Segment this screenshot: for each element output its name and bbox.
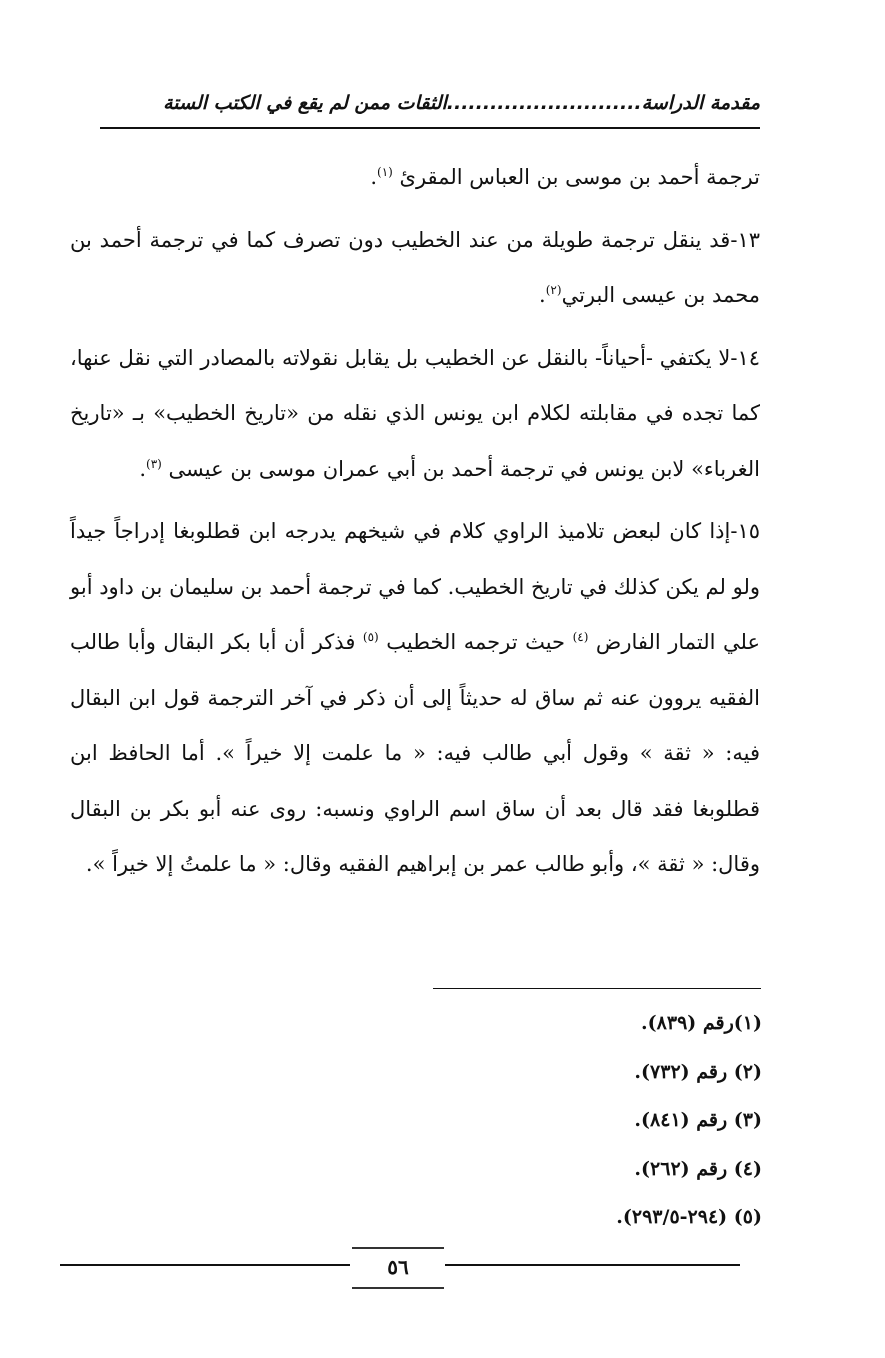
footnote-marker: (٥) <box>362 630 379 644</box>
main-text <box>70 150 760 893</box>
footnotes <box>300 999 762 1242</box>
footnote-4: (٤) رقم (٢٦٢). <box>634 1157 762 1180</box>
footer-rule-left <box>60 1264 350 1266</box>
footnote-marker: (٤) <box>572 630 589 644</box>
paragraph-text: . <box>139 456 147 481</box>
header-rule <box>100 127 760 129</box>
paragraph-text: . <box>539 283 546 307</box>
paragraph <box>70 331 760 498</box>
paragraph-text: فذكر أن أبا بكر البقال وأبا طالب الفقيه يروون عنه ثم ساق له حديثاً إلى أن ذكر في آخر الترجمة قول ابن البقال فيه: « ثقة » وقول أبي طالب فيه: « ما علمت إلا خيراً ». أما الحافظ ابن قطلوبغا فقد قال بعد أن ساق اسم الراوي ونسبه: روى عنه أبو بكر بن البقال وقال: « ثقة »، وأبو طالب عمر بن إبراهيم الفقيه وقال: « ما علمتُ إلا خيراً ». <box>70 630 760 876</box>
paragraph-text: ترجمة أحمد بن موسى بن العباس المقرئ <box>392 165 760 189</box>
page-number: ٥٦ <box>352 1247 444 1289</box>
header-chapter-title: الثقات ممن لم يقع في الكتب الستة <box>163 92 447 114</box>
header-book-title: مقدمة الدراسة <box>641 92 760 114</box>
footnote-3: (٣) رقم (٨٤١). <box>634 1109 762 1131</box>
footnote-marker: (١) <box>377 165 393 179</box>
running-header <box>100 92 760 114</box>
footnote-separator <box>433 988 761 989</box>
paragraph-text: ١٥-إذا كان لبعض تلاميذ الراوي كلام في شيخهم يدرجه ابن قطلوبغا إدراجاً جيداً ولو لم يكن كذلك في تاريخ الخطيب. كما في ترجمة أحمد بن سليمان بن داود أبو علي التمار الفارض <box>70 519 761 654</box>
paragraph-text: . <box>370 165 378 189</box>
paragraph <box>70 504 760 893</box>
footnote-1: (١)رقم (٨٣٩). <box>641 1012 762 1034</box>
footnote-marker: (٢) <box>545 283 562 297</box>
paragraph-text: ١٣-قد ينقل ترجمة طويلة من عند الخطيب دون تصرف كما في ترجمة أحمد بن محمد بن عيسى البرتي <box>70 227 760 307</box>
footnote-5: (٥) (٢٩٤-٢٩٣/٥). <box>616 1206 762 1228</box>
paragraph <box>70 213 760 324</box>
footer-rule-right <box>445 1264 740 1266</box>
footnote-marker: (٣) <box>146 456 162 471</box>
footnote-2: (٢) رقم (٧٣٢). <box>634 1060 762 1083</box>
paragraph-text: ١٤-لا يكتفي -أحياناً- بالنقل عن الخطيب بل يقابل نقولاته بالمصادر التي نقل عنها، كما تجده في مقابلته لكلام ابن يونس الذي نقله من «تاريخ الخطيب» بـ «تاريخ الغرباء» لابن يونس في ترجمة أحمد بن أبي عمران موسى بن عيسى <box>70 345 760 481</box>
paragraph <box>70 150 760 206</box>
header-dots: ........................... <box>446 92 642 114</box>
paragraph-text: حيث ترجمه الخطيب <box>378 630 573 654</box>
